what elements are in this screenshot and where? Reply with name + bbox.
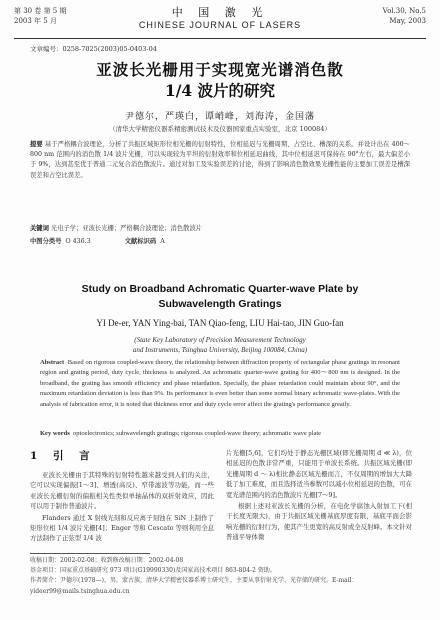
keywords-cn-text: 光电子学；亚波长光栅；严格耦合波理论；消色散波片 [50,225,203,232]
header-divider [14,38,426,39]
body-paragraph: 片光栅[5,6]，它们均处于静态光栅区域(即光栅周期 d ≪ λ)，位相延迟的色散非常严重，只能用于单波长系统。共振区域光栅(即光栅周期 d ～ λ)相比静态区域光栅而言，不仅周期的增加大大降低了加工难度，而且选择适当参数可以减小位相延迟的色散，可在宽光谱范围内的消色散波片光栅[7～9]。 [226,449,412,499]
footnote-funding: 基金项目：国家重点基础研究 973 项目(G19990330)及国家高技术项目 863-804-2 资助。 [30,567,276,575]
abstract-en-label: Abstract [40,359,65,366]
date-en: May, 2003 [389,17,426,25]
keywords-en [40,430,400,437]
title-en-line-2: Subwavelength Gratings [158,298,282,310]
footnote-email: yideer99@mails.tsinghua.edu.cn [30,587,130,595]
authors-cn: 尹德尔，严瑛白，谭峭峰，刘海涛，金国藩 [124,112,315,122]
body-paragraph: Flanders 通过 X 射线光刻和反应离子刻蚀在 SiN 上制作了矩形位相 1/4 波片光栅[4]；Enger 等和 Cescato 等则利用全息方法制作了正弦型 1/4 波 [30,513,214,543]
footnotes [30,556,416,597]
keywords-en-label: Key words [40,430,70,437]
footnote-divider [30,553,150,554]
keywords-cn-label: 关键词 [30,225,49,232]
affiliation-en-line-2: and Instruments, Tsinghua University, Beijing 100084, China) [132,346,308,354]
clc-label: 中图分类号 [30,238,62,245]
doc-code-value: A [160,238,165,245]
footnote-received: 收稿日期：2002-02-08；收到修改稿日期：2002-04-08 [30,557,184,564]
body-paragraph: 亚波长光栅由于其特殊的衍射特性越来越受到人们的关注，它可以实现偏振[1～3]、增透(高反)、窄带滤波等功能，而一些亚波长光栅衍射的偏振相关性类似单轴晶体的双折射效应，因此可以用于制作普通波片。 [30,471,214,511]
clc-value: O 436.3 [65,238,91,245]
title-cn-line-2: 1/4 波片的研究 [164,81,276,100]
clc-field [30,238,107,245]
keywords-cn [30,223,410,232]
abstract-en-text: Based on rigorous coupled-wave theory, the relationship between diffraction property of rectangular phase gratings in resonant region and grating period, duty cycle, thickness is analyzed. An achromatic quarter-wave grating for 400～800 nm is designed. In the broadband, the grating has smooth efficiency and phase retardation. Specially, the phase retardation could maintain about 90°, and the maximum retardation deviation is less than 9%. Its performance is even better than some normal binary achromatic wave-plates. With the analysis of fabrication error, it is noted that thickness error and duty cycle error affect the grating's performance greatly. [40,359,400,408]
journal-name-cn: 中 国 激 光 [171,6,269,19]
keywords-en-text: optoelectronics; subwavelength gratings; rigorous coupled-wave theory; achromatic wave plate [73,430,322,437]
abstract-cn [30,140,410,181]
abstract-cn-label: 提要 [30,141,43,148]
journal-name-en: CHINESE JOURNAL OF LASERS [138,20,302,30]
affiliation-en-line-1: (State Key Laboratory of Precision Measurement Technology [134,336,306,344]
header-center [14,6,426,31]
doc-code-field [125,238,181,245]
abstract-en [40,358,400,410]
body-paragraph: 根据上述对亚波长光栅的分析，在电化学腐蚀入射加工下(相干长度无限大)，由于共振区域光栅基底厚度有限，基底平面会影响光栅的衍射行为，使其产生更宽的高反射或全反射峰。本文针对普通平导体微 [226,502,412,542]
article-id: 文章编号：0258-7025(2003)05-0403-04 [30,45,157,53]
header-right [383,6,426,26]
affiliation-en [0,335,440,355]
authors-en: YI De-er, YAN Ying-bai, TAN Qiao-feng, LIU Hai-tao, JIN Guo-fan [96,318,344,328]
date-cn: 2003 年 5 月 [14,17,57,25]
title-en-line-1: Study on Broadband Achromatic Quarter-wave Plate by [81,283,359,295]
volume-issue: 第 30 卷 第 5 期 [14,7,67,15]
volume-en: Vol.30, No.5 [382,7,426,15]
title-cn-line-1: 亚波长光栅用于实现宽光谱消色散 [96,60,344,79]
body-column-left [30,448,214,545]
doc-code-label: 文献标识码 [124,238,157,245]
body-column-right [226,448,412,544]
classification-cn [30,236,197,245]
affiliation-cn: （清华大学精密仪器系精密测试技术及仪器国家重点实验室，北京 100084） [109,125,331,133]
journal-header [14,6,426,38]
footnote-author: 作者简介：尹德尔(1978—)，男，蒙古族，清华大学精密仪器系博士研究生，主要从事衍射光学、光存储的研究。E-mail： [30,577,358,585]
section-heading: 1 引 言 [30,450,96,462]
abstract-cn-text: 基于严格耦合波理论，分析了共振区域矩形位相光栅的衍射特性，位相延迟与光栅周期、占空比、槽深的关系。并设计出在 400～800 nm 范围内的消色散 1/4 波片光栅，可以实现较为平坦的衍射效率和位相延迟曲线，其中位相延迟可保持在 90°左右，最大偏差小于 9%，达到甚至优于普通二元复合消色散波片。通过对加工及实验误差的讨论，得到了影响消色散效果光栅性能的主要加工误差是槽深误差和占空比误差。 [30,141,410,179]
